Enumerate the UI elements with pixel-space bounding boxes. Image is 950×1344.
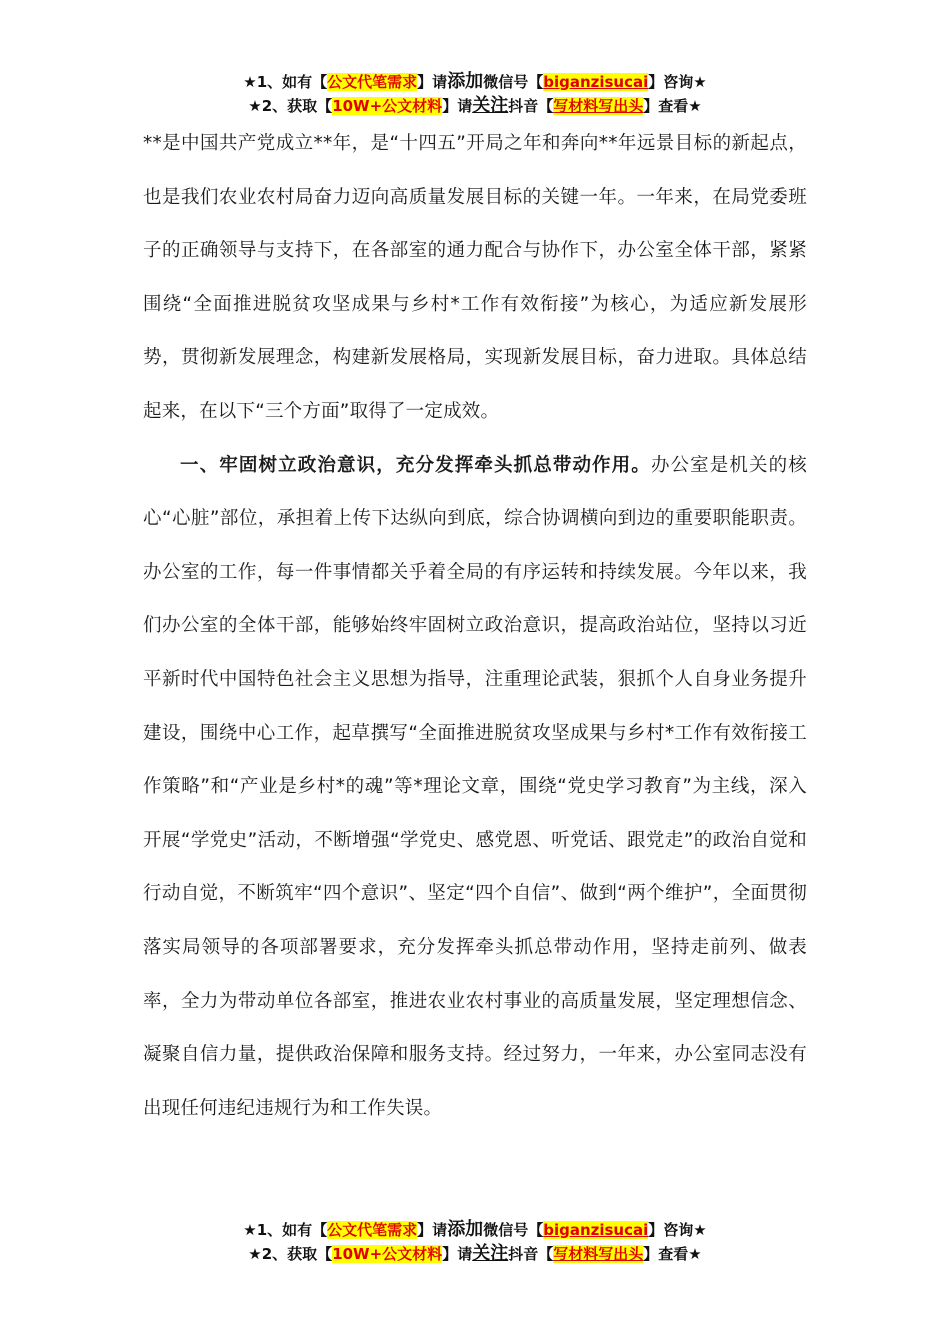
star-icon: ★: [243, 1221, 257, 1239]
emphasis-text: 添加: [447, 71, 484, 92]
banner-text: 】咨询: [648, 1221, 694, 1239]
banner-text: 】请: [417, 73, 448, 91]
banner-line-2: [0, 1242, 950, 1266]
highlight-service: 公文代笔需求: [327, 73, 418, 91]
banner-text: 1、如有【: [256, 73, 328, 91]
wechat-id: biganzisucai: [543, 73, 649, 91]
highlight-materials: 10W+公文材料: [332, 97, 443, 115]
section-1-body: 办公室是机关的核心“心脏”部位，承担着上传下达纵向到底，综合协调横向到边的重要职能职责。办公室的工作，每一件事情都关乎着全局的有序运转和持续发展。今年以来，我们办公室的全体干部，能够始终牢固树立政治意识，提高政治站位，坚持以习近平新时代中国特色社会主义思想为指导，注重理论武装，狠抓个人自身业务提升建设，围绕中心工作，起草撰写“全面推进脱贫攻坚成果与乡村*工作有效衔接工作策略”和“产业是乡村*的魂”等*理论文章，围绕“党史学习教育”为主线，深入开展“学党史”活动，不断增强“学党史、感党恩、听党话、跟党走”的政治自觉和行动自觉，不断筑牢“四个意识”、坚定“四个自信”、做到“两个维护”，全面贯彻落实局领导的各项部署要求，充分发挥牵头抓总带动作用，坚持走前列、做表率，全力为带动单位各部室，推进农业农村事业的高质量发展，坚定理想信念、凝聚自信力量，提供政治保障和服务支持。经过努力，一年来，办公室同志没有出现任何违纪违规行为和工作失误。: [143, 454, 807, 1119]
banner-text: 1、如有【: [256, 1221, 328, 1239]
banner-text: 】咨询: [648, 73, 694, 91]
emphasis-text: 关注: [472, 95, 509, 116]
banner-text: 抖音【: [508, 97, 554, 115]
banner-text: 】查看: [643, 97, 689, 115]
star-icon: ★: [248, 1245, 262, 1263]
star-icon: ★: [688, 1245, 702, 1263]
section-1-heading: 一、牢固树立政治意识，充分发挥牵头抓总带动作用。: [180, 454, 651, 476]
banner-text: 2、获取【: [261, 1245, 333, 1263]
star-icon: ★: [248, 97, 262, 115]
star-icon: ★: [693, 73, 707, 91]
emphasis-text: 添加: [447, 1219, 484, 1240]
banner-text: 抖音【: [508, 1245, 554, 1263]
banner-text: 微信号【: [483, 73, 544, 91]
banner-line-1: [0, 1218, 950, 1242]
footer-banner: [0, 1218, 950, 1266]
banner-line-2: [0, 94, 950, 118]
douyin-id: 写材料写出头: [553, 1245, 644, 1263]
star-icon: ★: [688, 97, 702, 115]
star-icon: ★: [243, 73, 257, 91]
header-banner: [0, 70, 950, 118]
intro-paragraph: **是中国共产党成立**年，是“十四五”开局之年和奔向**年远景目标的新起点，也是我们农业农村局奋力迈向高质量发展目标的关键一年。一年来，在局党委班子的正确领导与支持下，在各部室的通力配合与协作下，办公室全体干部，紧紧围绕“全面推进脱贫攻坚成果与乡村*工作有效衔接”为核心，为适应新发展形势，贯彻新发展理念，构建新发展格局，实现新发展目标，奋力进取。具体总结起来，在以下“三个方面”取得了一定成效。: [143, 133, 807, 422]
banner-text: 】查看: [643, 1245, 689, 1263]
section-1-paragraph: [143, 439, 807, 1136]
star-icon: ★: [693, 1221, 707, 1239]
banner-text: 2、获取【: [261, 97, 333, 115]
highlight-materials: 10W+公文材料: [332, 1245, 443, 1263]
wechat-id: biganzisucai: [543, 1221, 649, 1239]
banner-line-1: [0, 70, 950, 94]
banner-text: 】请: [442, 1245, 473, 1263]
document-body: [143, 117, 807, 1135]
highlight-service: 公文代笔需求: [327, 1221, 418, 1239]
douyin-id: 写材料写出头: [553, 97, 644, 115]
banner-text: 】请: [417, 1221, 448, 1239]
emphasis-text: 关注: [472, 1243, 509, 1264]
banner-text: 微信号【: [483, 1221, 544, 1239]
banner-text: 】请: [442, 97, 473, 115]
